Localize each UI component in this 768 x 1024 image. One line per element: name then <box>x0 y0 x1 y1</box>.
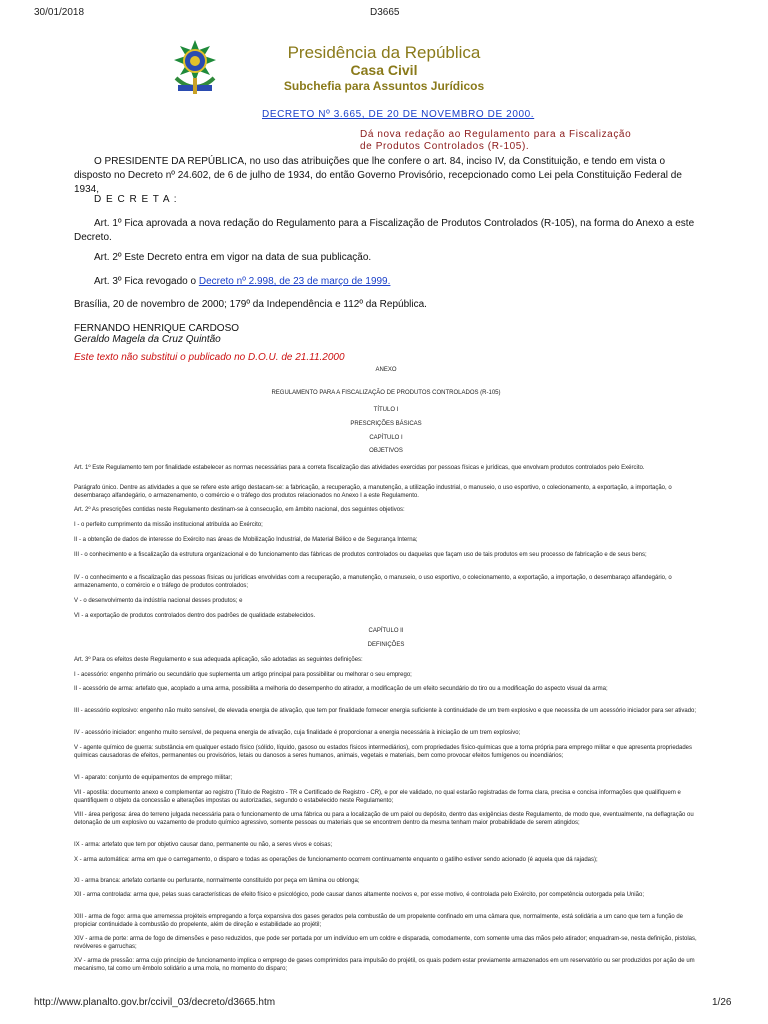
article-3-label: Art. 3º <box>94 276 122 287</box>
objective-item: IV - o conhecimento e a fiscalização das pessoas físicas ou jurídicas envolvidas com a recuperação, a manutenção, o manuseio, o uso esportivo, o colecionamento, a exportação, a importação, o desembaraço alfandegário, o armazenamento, o comércio e o tráfego de produtos controlados; <box>74 575 672 589</box>
regulation-title: REGULAMENTO PARA A FISCALIZAÇÃO DE PRODUTOS CONTROLADOS (R-105) <box>271 390 501 396</box>
preamble-paragraph: O PRESIDENTE DA REPÚBLICA, no uso das atribuições que lhe confere o art. 84, inciso IV, da Constituição, e tendo em vista o disposto no Decreto nº 24.602, de 6 de julho de 1934, do então Governo Provisório, recepcionado como Lei pela Constituição Federal de 1934, <box>74 156 682 195</box>
annex-article-2: Art. 2º As prescrições contidas neste Regulamento destinam-se à consecução, em âmbito nacional, dos seguintes objetivos: <box>74 507 405 513</box>
definition-item: XIV - arma de porte: arma de fogo de dimensões e peso reduzidos, que pode ser portada por um indivíduo em um coldre e disparada, comodamente, com somente uma das mãos pelo atirador; enquadram-se, nesta definição, pistolas, revólveres e garruchas; <box>74 936 697 950</box>
decree-title-link[interactable]: DECRETO Nº 3.665, DE 20 DE NOVEMBRO DE 2000. <box>262 109 535 120</box>
definition-item: XII - arma controlada: arma que, pelas suas características de efeito físico e psicológico, pode causar danos altamente nocivos e, por esse motivo, é controlada pelo Exército, por competência outorgada pela União; <box>74 892 644 898</box>
annex-heading: ANEXO <box>375 367 397 373</box>
definitions-heading: DEFINIÇÕES <box>367 642 405 648</box>
chapter-one-heading: CAPÍTULO I <box>369 435 403 441</box>
definition-item: XV - arma de pressão: arma cujo princípio de funcionamento implica o emprego de gases comprimidos para impulsão do projétil, os quais podem estar previamente armazenados em um reservatório ou ser produzidos por ação de um mecanismo, tal como um êmbolo solidário a uma mola, no momento do disparo; <box>74 958 695 972</box>
title-one-heading: TÍTULO I <box>373 407 399 413</box>
objective-item: I - o perfeito cumprimento da missão institucional atribuída ao Exército; <box>74 522 263 528</box>
definition-item: I - acessório: engenho primário ou secundário que suplementa um artigo principal para possibilitar ou melhorar o seu emprego; <box>74 672 412 678</box>
casa-civil-subtitle: Casa Civil <box>350 62 418 78</box>
article-2-label: Art. 2º <box>94 252 122 263</box>
objective-item: II - a obtenção de dados de interesse do Exército nas áreas de Mobilização Industrial, de Material Bélico e de Segurança Interna; <box>74 537 418 543</box>
chapter-two-heading: CAPÍTULO II <box>368 628 404 634</box>
article-1 <box>74 217 698 245</box>
objectives-heading: OBJETIVOS <box>369 448 403 454</box>
definition-item: X - arma automática: arma em que o carregamento, o disparo e todas as operações de funcionamento ocorrem continuamente enquanto o gatilho estiver sendo acionado (é aquela que dá rajadas); <box>74 857 598 863</box>
definition-item: V - agente químico de guerra: substância em qualquer estado físico (sólido, líquido, gasoso ou estados físicos intermediários), com propriedades físico-químicas que a torna própria para emprego militar e que apresenta propriedades químicas causadoras de efeitos, permanentes ou provisórios, letais ou danosos a seres humanos, animais, vegetais e materiais, bem como provocar efeitos fumígenos ou incendiários; <box>74 745 693 759</box>
definition-item: VIII - área perigosa: área do terreno julgada necessária para o funcionamento de uma fábrica ou para a localização de um paiol ou depósito, dentro das exigências deste Regulamento, de modo que, eventualmente, na deflagração ou detonação de um explosivo ou vazamento de produto químico agressivo, somente pessoas ou materiais que se encontrem dentro da mesma tenham maior probabilidade de serem atingidos; <box>74 812 694 826</box>
article-2 <box>74 251 698 265</box>
article-1-text: Fica aprovada a nova redação do Regulamento para a Fiscalização de Produtos Controlados (R-105), na forma do Anexo a este Decreto. <box>74 218 695 243</box>
place-and-date: Brasília, 20 de novembro de 2000; 179º da Independência e 112º da República. <box>74 299 427 310</box>
objective-item: V - o desenvolvimento da indústria nacional desses produtos; e <box>74 598 243 604</box>
president-signature: FERNANDO HENRIQUE CARDOSO <box>74 323 240 334</box>
presidency-title: Presidência da República <box>287 43 481 62</box>
definition-item: IV - acessório iniciador: engenho muito sensível, de pequena energia de ativação, cuja finalidade é proporcionar a energia necessária à iniciação de um trem explosivo; <box>74 730 521 736</box>
print-page-number: 1/26 <box>712 997 732 1008</box>
definition-item: VII - apostila: documento anexo e complementar ao registro (Título de Registro - TR e Certificado de Registro - CR), e por ele validado, no qual estarão registradas de forma clara, precisa e concisa informações que qualifiquem e quantifiquem o objeto da concessão e alterações impostas ou autorizadas, segundo o estabelecido neste Regulamento; <box>74 790 681 804</box>
basic-prescriptions-heading: PRESCRIÇÕES BÁSICAS <box>350 421 422 427</box>
annex-sole-paragraph: Parágrafo único. Dentre as atividades a que se refere este artigo destacam-se: a fabricação, a recuperação, a manutenção, a utilização industrial, o manuseio, o uso esportivo, o colecionamento, a exportação, a importação, o desembaraço alfandegário, o armazenamento, o comércio e o tráfego dos produtos relacionados no Anexo I a este Regulamento. <box>74 485 672 499</box>
print-doc-title: D3665 <box>370 7 400 18</box>
definition-item: XI - arma branca: artefato cortante ou perfurante, normalmente constituído por peça em lâmina ou oblonga; <box>74 878 360 884</box>
article-2-text: Este Decreto entra em vigor na data de sua publicação. <box>124 252 372 263</box>
revoked-decree-link[interactable]: Decreto nº 2.998, de 23 de março de 1999. <box>198 276 391 287</box>
definition-item: II - acessório de arma: artefato que, acoplado a uma arma, possibilita a melhoria do desempenho do atirador, a modificação de um efeito secundário do tiro ou a modificação do aspecto visual da arma; <box>74 686 608 692</box>
definition-item: III - acessório explosivo: engenho não muito sensível, de elevada energia de ativação, que tem por finalidade fornecer energia suficiente à continuidade de um trem explosivo e que necessita de um acessório iniciador para ser ativado; <box>74 708 697 714</box>
dou-notice: Este texto não substitui o publicado no D.O.U. de 21.11.2000 <box>74 352 345 363</box>
decreta-heading: D E C R E T A : <box>94 194 178 205</box>
subchefia-subtitle: Subchefia para Assuntos Jurídicos <box>283 79 485 93</box>
objective-item: VI - a exportação de produtos controlados dentro dos padrões de qualidade estabelecidos. <box>74 613 316 619</box>
definition-item: XIII - arma de fogo: arma que arremessa projéteis empregando a força expansiva dos gases gerados pela combustão de um propelente confinado em uma câmara que, normalmente, está solidária a um cano que tem a função de propiciar continuidade à combustão do propelente, além de direção e estabilidade ao projétil; <box>74 914 684 928</box>
print-url: http://www.planalto.gov.br/ccivil_03/decreto/d3665.htm <box>34 997 276 1008</box>
article-3 <box>74 275 698 289</box>
objective-item: III - o conhecimento e a fiscalização da estrutura organizacional e do funcionamento das fábricas de produtos controlados ou daquelas que façam uso de tais produtos em seu processo de fabricação e de seus bens; <box>74 552 647 558</box>
annex-article-3: Art. 3º Para os efeitos deste Regulamento e sua adequada aplicação, são adotadas as seguintes definições: <box>74 657 363 663</box>
definition-item: IX - arma: artefato que tem por objetivo causar dano, permanente ou não, a seres vivos e coisas; <box>74 842 333 848</box>
ementa-text: Dá nova redação ao Regulamento para a Fiscalização de Produtos Controlados (R-105). <box>360 129 632 152</box>
article-3-text: Fica revogado o <box>124 276 197 287</box>
article-1-label: Art. 1º <box>94 218 122 229</box>
annex-article-1: Art. 1º Este Regulamento tem por finalidade estabelecer as normas necessárias para a correta fiscalização das atividades exercidas por pessoas físicas e jurídicas, que envolvam produtos controlados pelo Exército. <box>74 465 645 471</box>
definition-item: VI - aparato: conjunto de equipamentos de emprego militar; <box>74 775 233 781</box>
minister-signature: Geraldo Magela da Cruz Quintão <box>74 334 221 345</box>
print-date: 30/01/2018 <box>34 7 85 18</box>
